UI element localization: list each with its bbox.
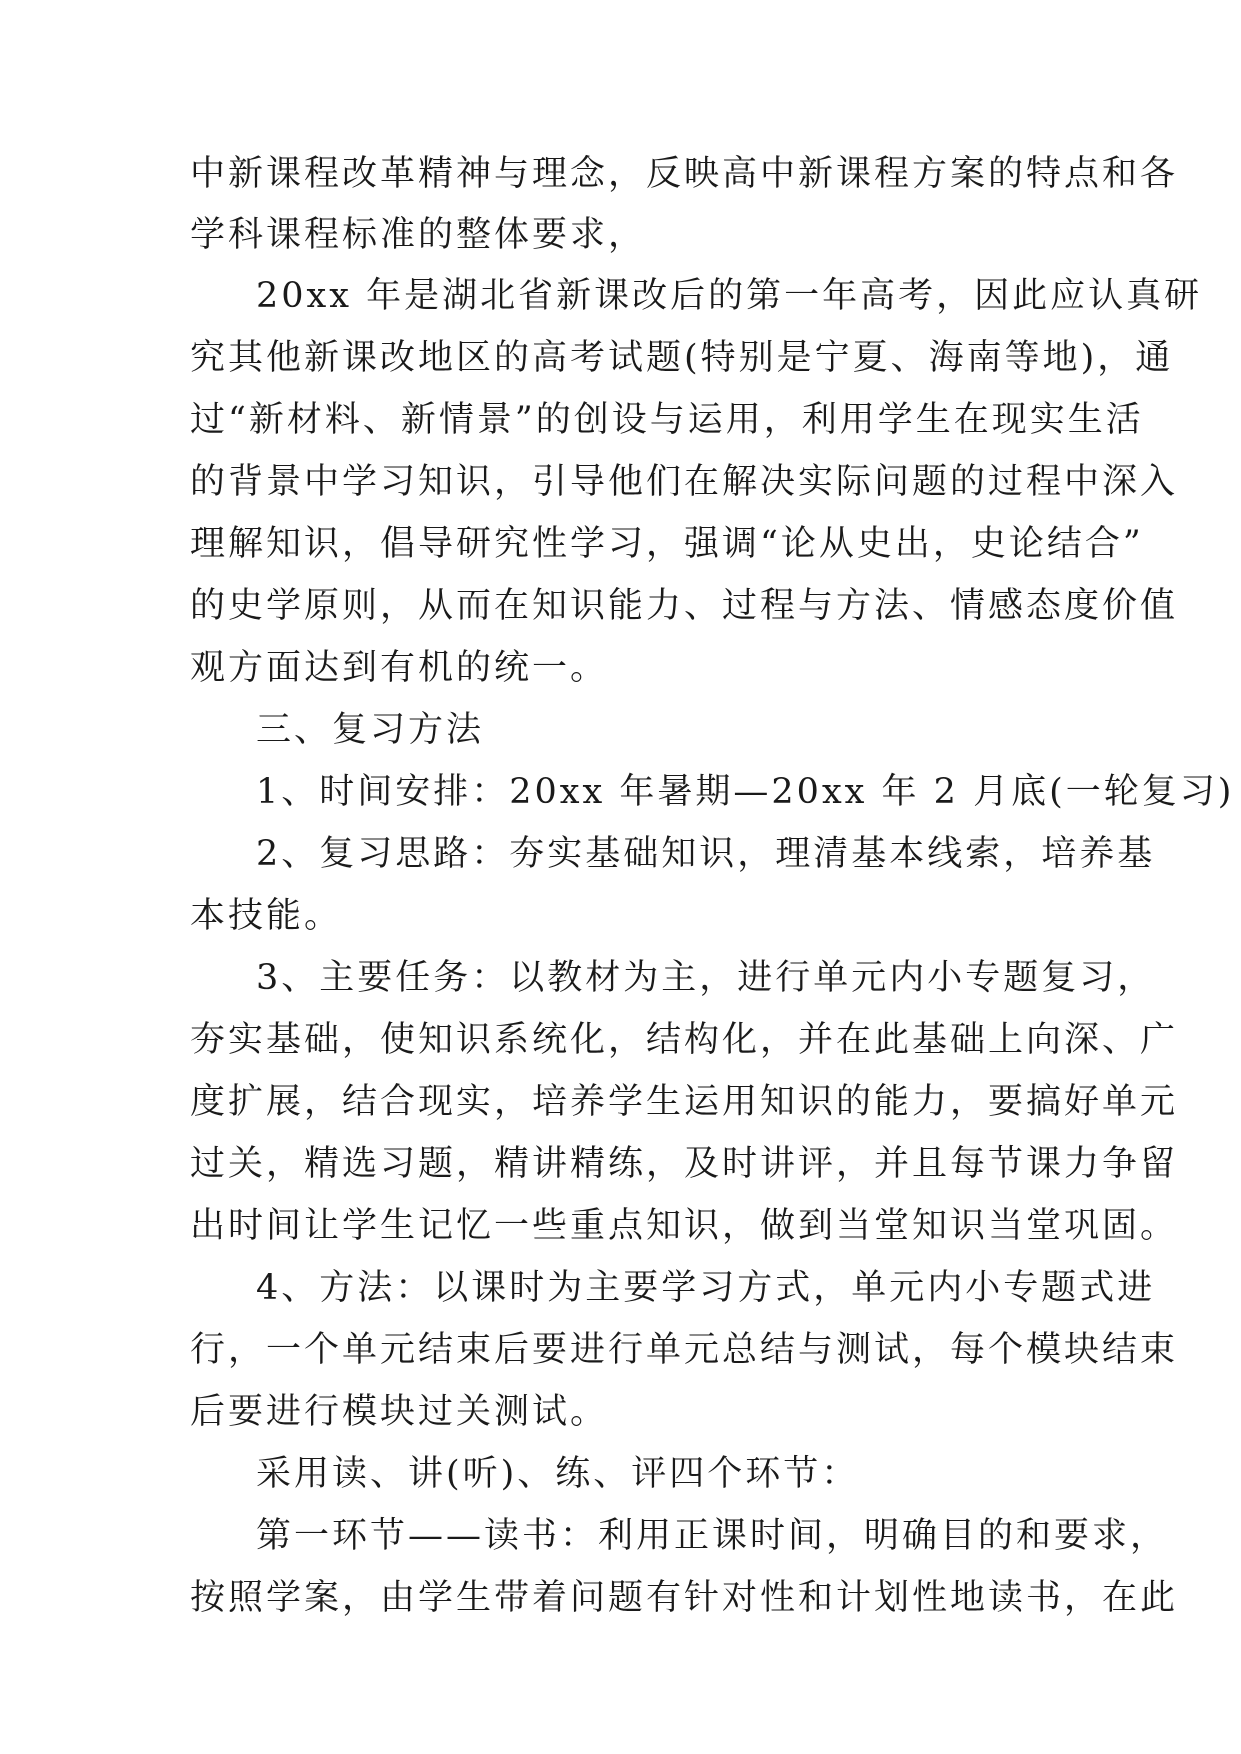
text-line: 夯实基础，使知识系统化，结构化，并在此基础上向深、广 xyxy=(190,1020,1179,1060)
paragraph-start-line: 1、时间安排：20xx 年暑期—20xx 年 2 月底(一轮复习) xyxy=(256,772,1235,812)
text-line: 究其他新课改地区的高考试题(特别是宁夏、海南等地)，通 xyxy=(190,338,1174,378)
section-heading: 三、复习方法 xyxy=(256,710,485,750)
text-line: 中新课程改革精神与理念，反映高中新课程方案的特点和各 xyxy=(190,154,1179,194)
text-line: 行，一个单元结束后要进行单元总结与测试，每个模块结束 xyxy=(190,1330,1179,1370)
text-line: 过关，精选习题，精讲精练，及时讲评，并且每节课力争留 xyxy=(190,1144,1179,1184)
paragraph-start-line: 第一环节——读书：利用正课时间，明确目的和要求， xyxy=(256,1516,1169,1556)
text-line: 出时间让学生记忆一些重点知识，做到当堂知识当堂巩固。 xyxy=(190,1206,1179,1246)
paragraph-start-line: 20xx 年是湖北省新课改后的第一年高考，因此应认真研 xyxy=(256,276,1203,316)
text-line: 理解知识，倡导研究性学习，强调“论从史出，史论结合” xyxy=(190,524,1144,564)
text-line: 过“新材料、新情景”的创设与运用，利用学生在现实生活 xyxy=(190,400,1144,440)
paragraph-start-line: 2、复习思路：夯实基础知识，理清基本线索，培养基 xyxy=(256,834,1156,874)
text-line: 后要进行模块过关测试。 xyxy=(190,1392,609,1432)
text-line: 按照学案，由学生带着问题有针对性和计划性地读书，在此 xyxy=(190,1578,1179,1618)
paragraph-start-line: 采用读、讲(听)、练、评四个环节： xyxy=(256,1454,860,1494)
paragraph-start-line: 3、主要任务：以教材为主，进行单元内小专题复习， xyxy=(256,958,1156,998)
paragraph-start-line: 4、方法：以课时为主要学习方式，单元内小专题式进 xyxy=(256,1268,1156,1308)
text-line: 的史学原则，从而在知识能力、过程与方法、情感态度价值 xyxy=(190,586,1179,626)
text-line: 本技能。 xyxy=(190,896,343,936)
text-line: 度扩展，结合现实，培养学生运用知识的能力，要搞好单元 xyxy=(190,1082,1179,1122)
text-line: 观方面达到有机的统一。 xyxy=(190,648,609,688)
text-line: 学科课程标准的整体要求， xyxy=(190,215,647,255)
text-line: 的背景中学习知识，引导他们在解决实际问题的过程中深入 xyxy=(190,462,1179,502)
